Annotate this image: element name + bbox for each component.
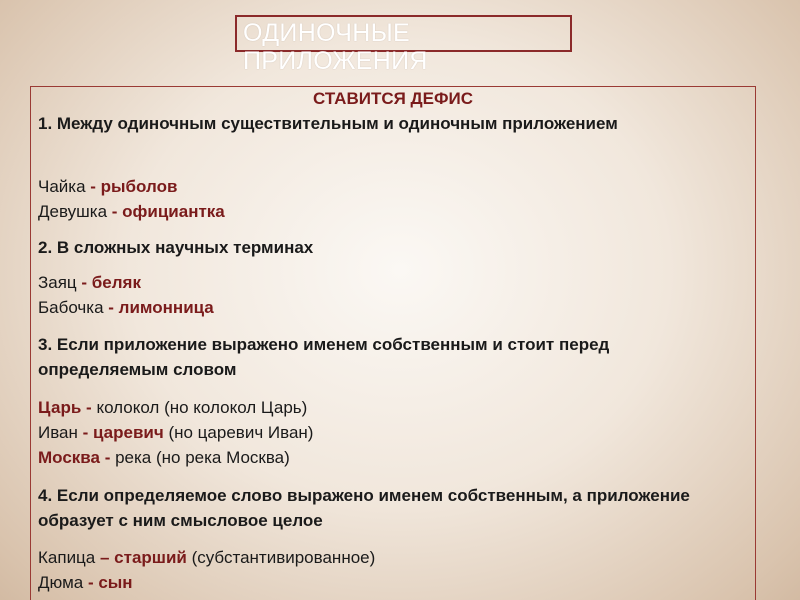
- rule-4-example-2: [38, 570, 738, 595]
- slide-title: ОДИНОЧНЫЕ ПРИЛОЖЕНИЯ: [243, 19, 428, 75]
- example-word: (субстантивированное): [186, 548, 376, 567]
- rule-1: 1. Между одиночным существительным и одиночным приложением: [38, 114, 618, 133]
- rule-2-example-2: [38, 295, 738, 320]
- example-word: Заяц: [38, 273, 77, 292]
- rule-2-example-1: [38, 270, 738, 295]
- rule-3-example-2: [38, 420, 738, 445]
- example-word: Девушка: [38, 202, 108, 221]
- example-word: река (но река Москва): [115, 448, 290, 467]
- highlighted-appositive: - рыболов: [85, 177, 178, 196]
- example-word: Капица: [38, 548, 100, 567]
- example-word: (но царевич Иван): [163, 423, 314, 442]
- example-word: колокол (но колокол Царь): [96, 398, 308, 417]
- highlighted-appositive: – старший: [99, 548, 187, 567]
- highlighted-appositive: - царевич: [82, 423, 164, 442]
- highlighted-appositive: - официантка: [107, 202, 225, 221]
- rule-4-example-1: [38, 545, 738, 570]
- highlighted-appositive: Москва -: [38, 448, 116, 467]
- example-word: Иван: [38, 423, 83, 442]
- content-box: [30, 86, 756, 600]
- example-word: Дюма: [38, 573, 88, 592]
- rule-3-example-3: [38, 445, 738, 470]
- highlighted-appositive: - сын: [87, 573, 133, 592]
- highlighted-appositive: - беляк: [76, 273, 141, 292]
- example-word: Чайка: [38, 177, 86, 196]
- rule-3-example-1: [38, 395, 738, 420]
- rule-3: 3. Если приложение выражено именем собственным и стоит перед определяемым словом: [38, 335, 610, 379]
- highlighted-appositive: - лимонница: [103, 298, 214, 317]
- example-word: Бабочка: [38, 298, 104, 317]
- rule-1-example-2: [38, 199, 738, 224]
- rule-4: 4. Если определяемое слово выражено именем собственным, а приложение образует с ним смысловое целое: [38, 486, 690, 530]
- rule-1-example-1: [38, 174, 738, 199]
- rule-2: 2. В сложных научных терминах: [38, 238, 314, 257]
- section-header: СТАВИТСЯ ДЕФИС: [313, 89, 473, 108]
- highlighted-appositive: Царь -: [38, 398, 97, 417]
